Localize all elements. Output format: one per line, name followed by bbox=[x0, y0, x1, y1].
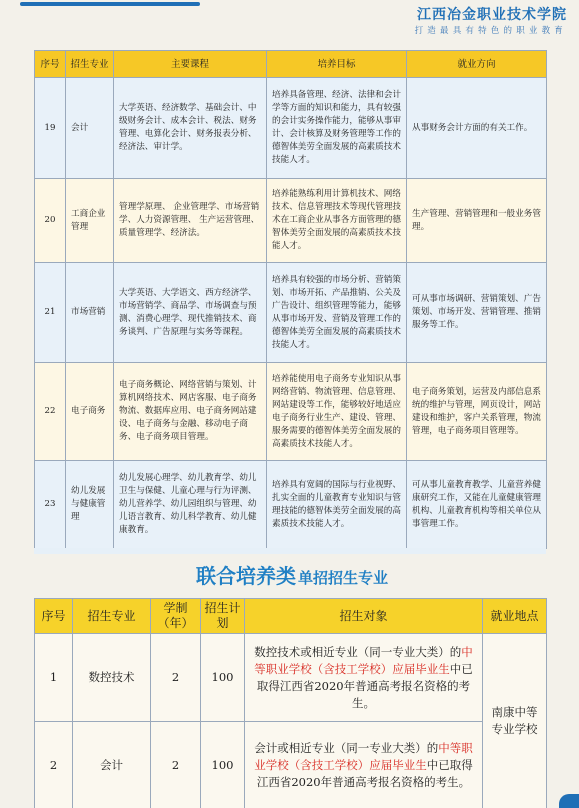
school-motto: 打造最具有特色的职业教育 bbox=[414, 26, 567, 36]
row-location: 南康中等专业学校 bbox=[483, 634, 547, 808]
row-major: 工商企业管理 bbox=[66, 179, 114, 263]
table-row bbox=[35, 179, 547, 263]
col-header-years: 学制（年） bbox=[151, 599, 201, 634]
col-header-location: 就业地点 bbox=[483, 599, 547, 634]
table-row bbox=[35, 634, 547, 722]
col-header-major: 招生专业 bbox=[66, 51, 114, 78]
header-accent-bar bbox=[20, 2, 200, 6]
page-header bbox=[0, 0, 579, 44]
row-career: 电子商务策划，运营及内部信息系统的维护与管理，网页设计，网站建设和维护，客户关系管理，物流管理，电子商务项目管理等。 bbox=[407, 363, 547, 461]
col-header-goal: 培养目标 bbox=[267, 51, 407, 78]
row-courses: 管理学原理、 企业管理学、市场营销学、人力资源管理、 生产运营管理、 质量管理学、经济法。 bbox=[114, 179, 267, 263]
row-no: 19 bbox=[35, 78, 66, 179]
row-no: 20 bbox=[35, 179, 66, 263]
row-courses: 电子商务概论、网络营销与策划、计算机网络技术、网店客服、电子商务物流、数据库应用、电子商务网站建设、电子商务与金融、移动电子商务、电子商务项目管理。 bbox=[114, 363, 267, 461]
joint-training-table bbox=[34, 598, 547, 808]
row-goal: 培养能使用电子商务专业知识从事网络营销、物流管理、信息管理、网站建设等工作，能够较好地适应电子商务行业生产、建设、管理、服务需要的德智体美劳全面发展的高素质技术技能人才。 bbox=[267, 363, 407, 461]
row-courses: 大学英语、大学语文、西方经济学、市场营销学、商品学、市场调查与预测、消费心理学、现代推销技术、商务谈判、广告原理与实务等课程。 bbox=[114, 263, 267, 363]
school-name: 江西冶金职业技术学院 bbox=[417, 7, 567, 23]
target-text: 会计或相近专业（同一专业大类）的 bbox=[254, 740, 439, 755]
target-highlight: 中等职业学校（含技工学校）应届毕业生 bbox=[254, 740, 473, 772]
target-text-end: 中已取得江西省2020年普通高考报名资格的考生。 bbox=[256, 661, 473, 710]
row-goal: 培养具有较强的市场分析、营销策划、市场开拓、产品推销、公关及广告设计、组织管理等能力，能够从事市场开发、营销及管理工作的德智体美劳全面发展的高素质技术技能人才。 bbox=[267, 263, 407, 363]
row-years: 2 bbox=[151, 722, 201, 808]
target-text-end: 中已取得江西省2020年普通高考报名资格的考生。 bbox=[256, 757, 473, 789]
row-no: 1 bbox=[35, 634, 73, 722]
row-target bbox=[245, 722, 483, 808]
col-header-career: 就业方向 bbox=[407, 51, 547, 78]
col-header-courses: 主要课程 bbox=[114, 51, 267, 78]
target-highlight: 中等职业学校（含技工学校）应届毕业生 bbox=[254, 644, 473, 676]
row-career: 可从事儿童教育教学、儿童营养健康研究工作，又能在儿童健康管理机构、儿童教育机构等相关单位从事管理工作。 bbox=[407, 461, 547, 549]
row-no: 22 bbox=[35, 363, 66, 461]
table-row bbox=[35, 78, 547, 179]
row-goal: 培养具备管理、经济、法律和会计学等方面的知识和能力，具有较强的会计实务操作能力，能够从事审计、会计核算及财务管理等工作的德智体美劳全面发展的高素质技术技能人才。 bbox=[267, 78, 407, 179]
section-title bbox=[196, 560, 388, 589]
row-major: 市场营销 bbox=[66, 263, 114, 363]
table-row bbox=[35, 722, 547, 808]
target-text: 数控技术或相近专业（同一专业大类）的 bbox=[254, 644, 462, 659]
row-major: 会计 bbox=[66, 78, 114, 179]
table-row bbox=[35, 363, 547, 461]
row-career: 生产管理、营销管理和一般业务管理。 bbox=[407, 179, 547, 263]
col-header-no: 序号 bbox=[35, 51, 66, 78]
section-title-sub: 单招招生专业 bbox=[298, 569, 389, 587]
row-courses: 幼儿发展心理学、幼儿教育学、幼儿卫生与保健、儿童心理与行为评测、幼儿营养学、幼儿园组织与管理、幼儿语言教育、幼儿科学教育、幼儿健康教育。 bbox=[114, 461, 267, 549]
row-no: 2 bbox=[35, 722, 73, 808]
row-courses: 大学英语、经济数学、基础会计、中级财务会计、成本会计、税法、财务管理、电算化会计、财务报表分析、经济法、审计学。 bbox=[114, 78, 267, 179]
majors-table-header bbox=[35, 51, 547, 78]
section-divider bbox=[34, 548, 546, 554]
row-target bbox=[245, 634, 483, 722]
row-no: 23 bbox=[35, 461, 66, 549]
row-goal: 培养具有宽阔的国际与行业视野、扎实全面的儿童教育专业知识与管理技能的德智体美劳全面发展的高素质技术技能人才。 bbox=[267, 461, 407, 549]
row-plan: 100 bbox=[201, 722, 245, 808]
col-header-plan: 招生计划 bbox=[201, 599, 245, 634]
row-major: 会计 bbox=[73, 722, 151, 808]
table-row bbox=[35, 263, 547, 363]
row-major: 电子商务 bbox=[66, 363, 114, 461]
row-major: 数控技术 bbox=[73, 634, 151, 722]
col-header-no: 序号 bbox=[35, 599, 73, 634]
table-row bbox=[35, 461, 547, 549]
joint-table-header bbox=[35, 599, 547, 634]
col-header-major: 招生专业 bbox=[73, 599, 151, 634]
majors-table bbox=[34, 50, 547, 549]
section-title-main: 联合培养类 bbox=[196, 564, 296, 588]
row-goal: 培养能熟练利用计算机技术、网络技术、信息管理技术等现代管理技术在工商企业从事各方面管理的德智体美劳全面发展的高素质技术技能人才。 bbox=[267, 179, 407, 263]
row-career: 可从事市场调研、营销策划、广告策划、市场开发、营销管理、推销服务等工作。 bbox=[407, 263, 547, 363]
row-years: 2 bbox=[151, 634, 201, 722]
row-career: 从事财务会计方面的有关工作。 bbox=[407, 78, 547, 179]
row-major: 幼儿发展与健康管理 bbox=[66, 461, 114, 549]
page-corner-decoration bbox=[559, 794, 579, 808]
row-plan: 100 bbox=[201, 634, 245, 722]
row-no: 21 bbox=[35, 263, 66, 363]
col-header-target: 招生对象 bbox=[245, 599, 483, 634]
